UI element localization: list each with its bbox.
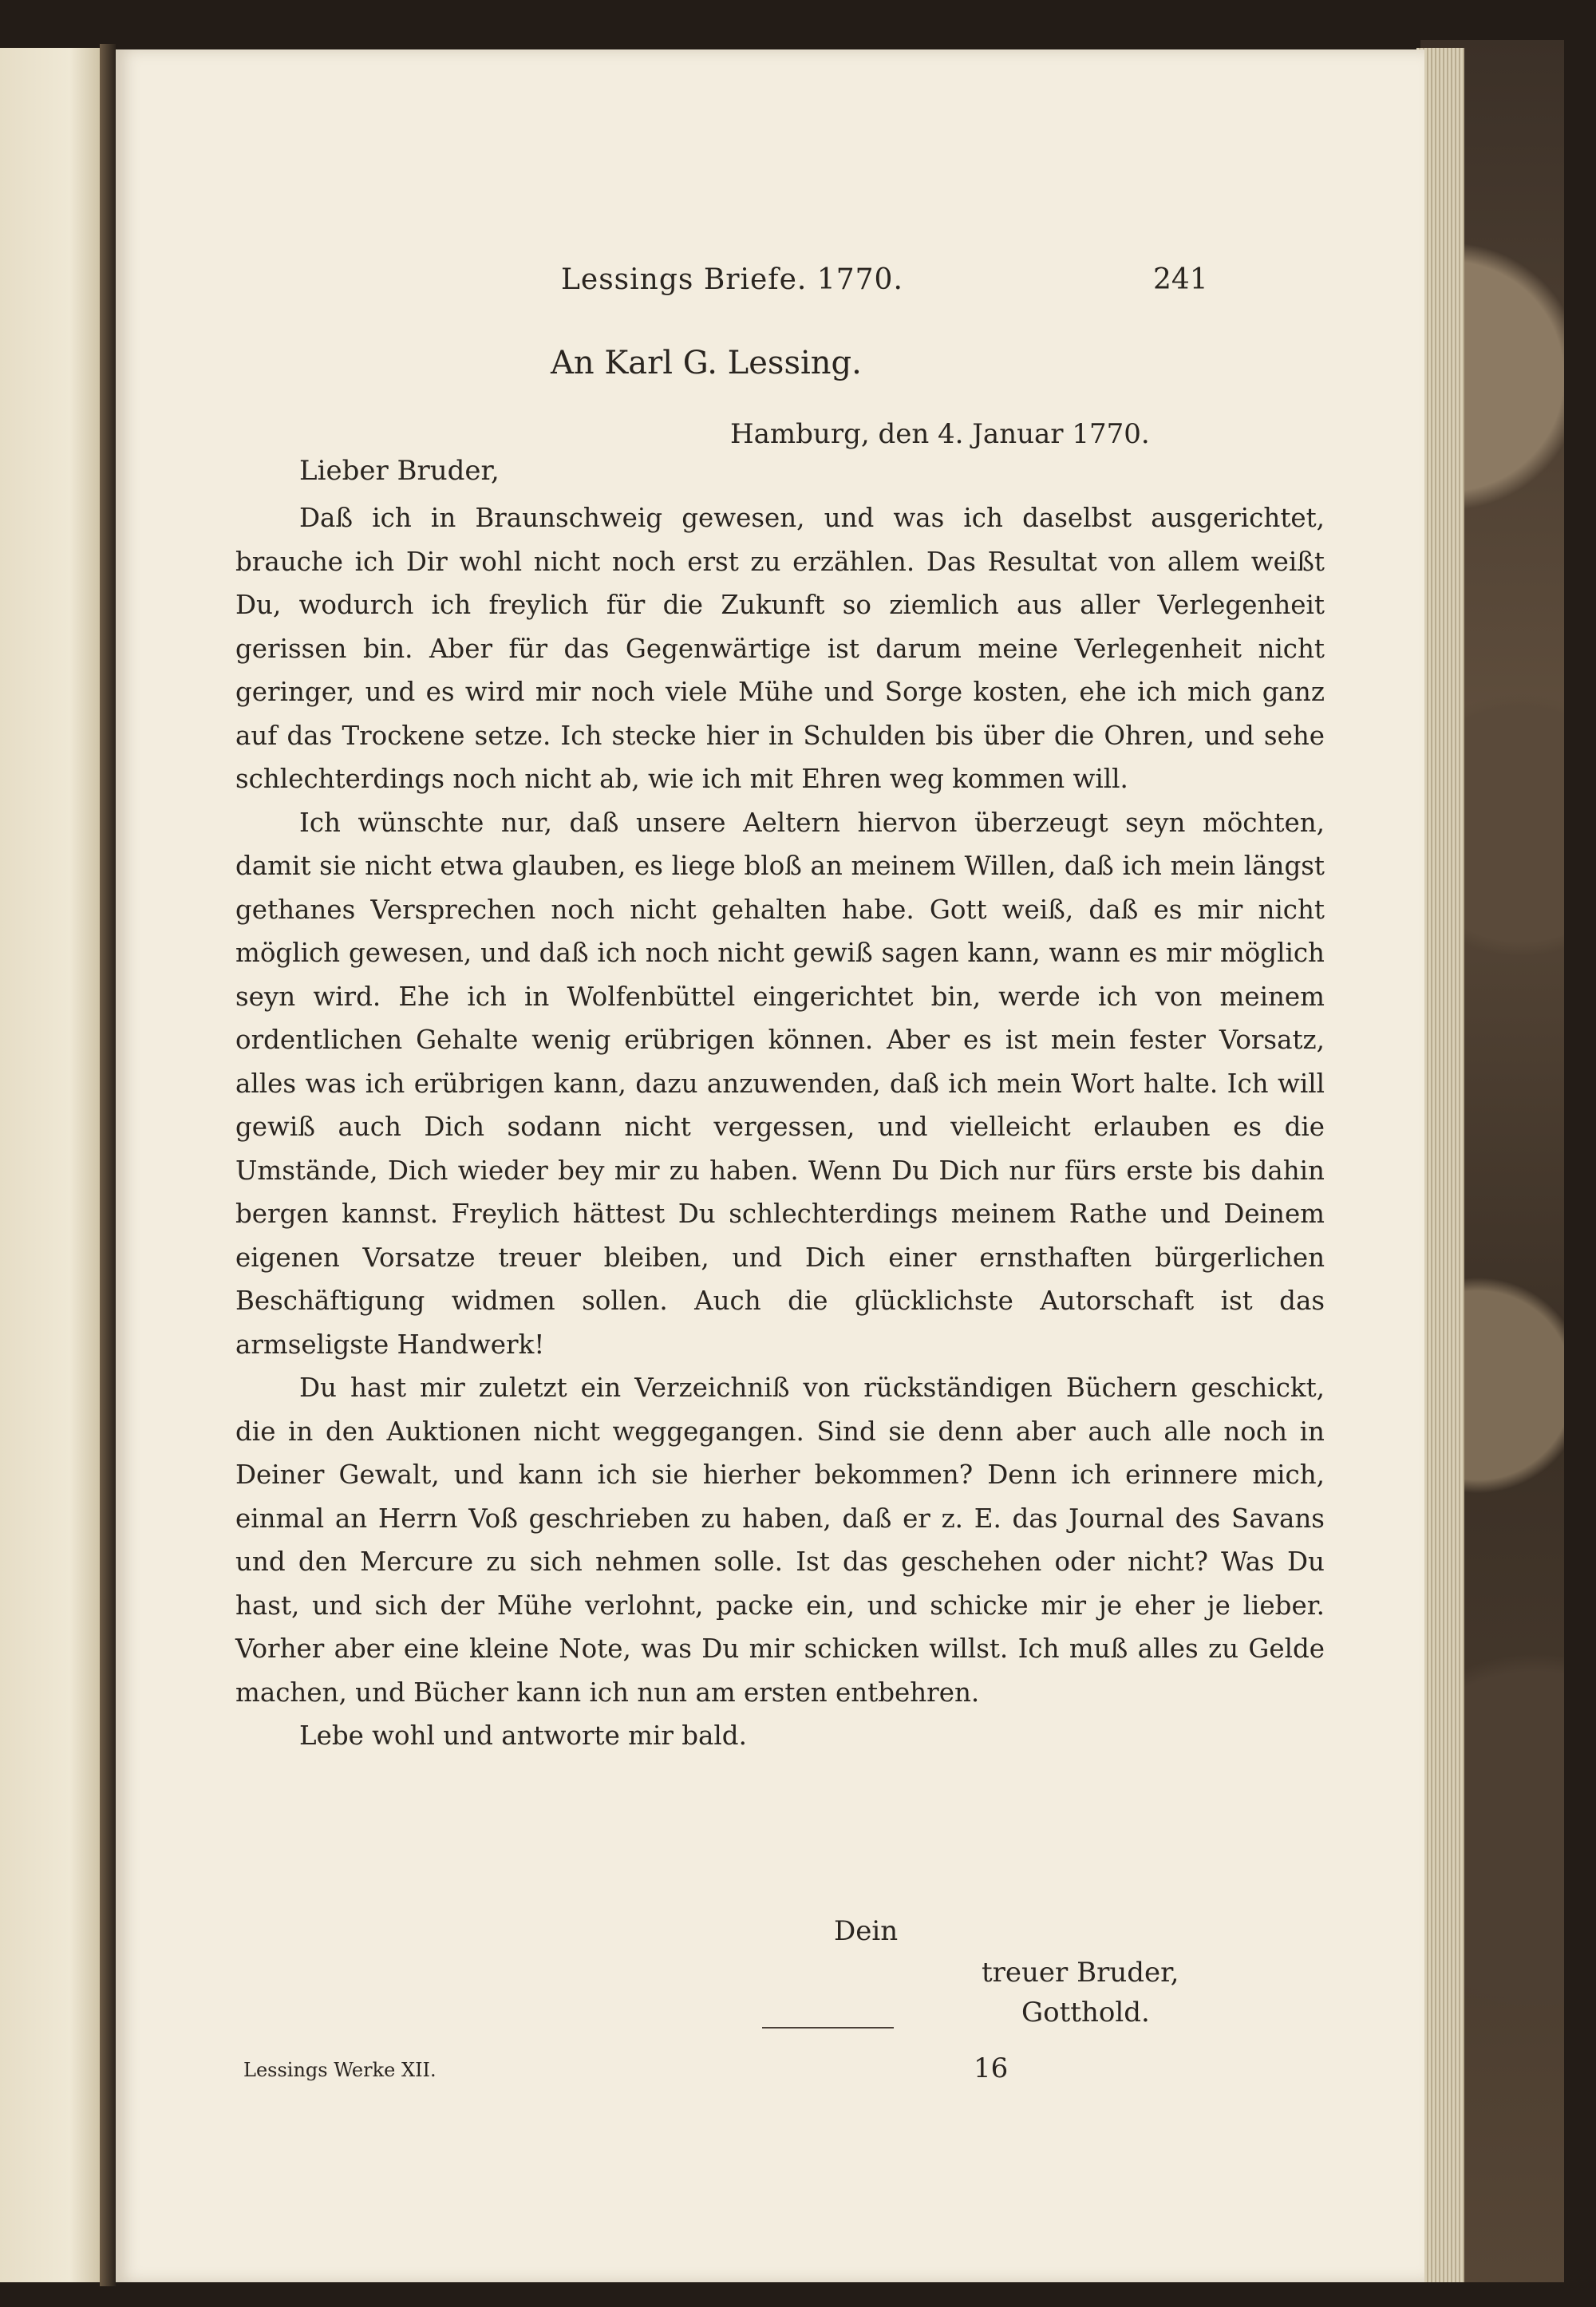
paragraph-4: Lebe wohl und antworte mir bald. [299,1720,747,1751]
paragraph-3: Du hast mir zuletzt ein Verzeichniß von rückständigen Büchern geschickt, die in den Auktionen nicht weggegangen. Sind sie denn aber auch alle noch in Deiner Gewalt, und kann ich sie hierher bekommen? Denn ich erinnere mich, einmal an Herrn Voß geschrieben zu haben, daß er z. E. das Journal des Savans und den Mercure zu sich nehmen solle. Ist das geschehen oder nicht? Was Du hast, und sich der Mühe verlohnt, packe ein, und schicke mir je eher je lieber. Vorher aber eine kleine Note, was Du mir schicken willst. Ich muß alles zu Gelde machen, und Bücher kann ich nun am ersten entbehren. [235,1373,1325,1708]
book-page [116,49,1424,2282]
left-page-edge [0,48,100,2282]
letter-body [235,496,1325,1758]
letter-heading: An Karl G. Lessing. [551,345,862,381]
page-number: 241 [1153,263,1208,296]
running-title: Lessings Briefe. 1770. [561,263,903,296]
page-header [116,263,1424,303]
signature-mark: 16 [974,2052,1009,2084]
closing-name: Gotthold. [1021,1997,1150,2029]
closing-dein: Dein [834,1915,899,1947]
book-gutter [100,44,116,2286]
paragraph-1: Daß ich in Braunschweig gewesen, und was ich daselbst ausgerichtet, brauche ich Dir wohl nicht noch erst zu erzählen. Das Resultat von allem weißt Du, wodurch ich freylich für die Zukunft so ziemlich aus aller Verlegenheit gerissen bin. Aber für das Gegenwärtige ist darum meine Verlegenheit nicht geringer, und es wird mir noch viele Mühe und Sorge kosten, ehe ich mich ganz auf das Trockene setze. Ich stecke hier in Schulden bis über die Ohren, und sehe schlechterdings noch nicht ab, wie ich mit Ehren weg kommen will. [235,503,1325,794]
paragraph-2: Ich wünschte nur, daß unsere Aeltern hiervon überzeugt seyn möchten, damit sie nicht etwa glauben, es liege bloß an meinem Willen, daß ich mein längst gethanes Versprechen noch nicht gehalten habe. Gott weiß, daß es mir nicht möglich gewesen, und daß ich noch nicht gewiß sagen kann, wann es mir möglich seyn wird. Ehe ich in Wolfenbüttel eingerichtet bin, werde ich von meinem ordentlichen Gehalte wenig erübrigen können. Aber es ist mein fester Vorsatz, alles was ich erübrigen kann, dazu anzuwenden, daß ich mein Wort halte. Ich will gewiß auch Dich sodann nicht vergessen, und vielleicht erlauben es die Umstände, Dich wieder bey mir zu haben. Wenn Du Dich nur fürs erste bis dahin bergen kannst. Freylich hättest Du schlechterdings meinem Rathe und Deinem eigenen Vorsatze treuer bleiben, und Dich einer ernsthaften bürgerlichen Beschäftigung widmen sollen. Auch die glücklichste Autorschaft ist das armseligste Handwerk! [235,807,1325,1360]
dateline: Hamburg, den 4. Januar 1770. [730,418,1150,450]
salutation: Lieber Bruder, [299,455,500,487]
closing-treuer: treuer Bruder, [982,1957,1179,1989]
footer-works-label: Lessings Werke XII. [243,2059,437,2081]
footnote-rule [762,2027,894,2029]
